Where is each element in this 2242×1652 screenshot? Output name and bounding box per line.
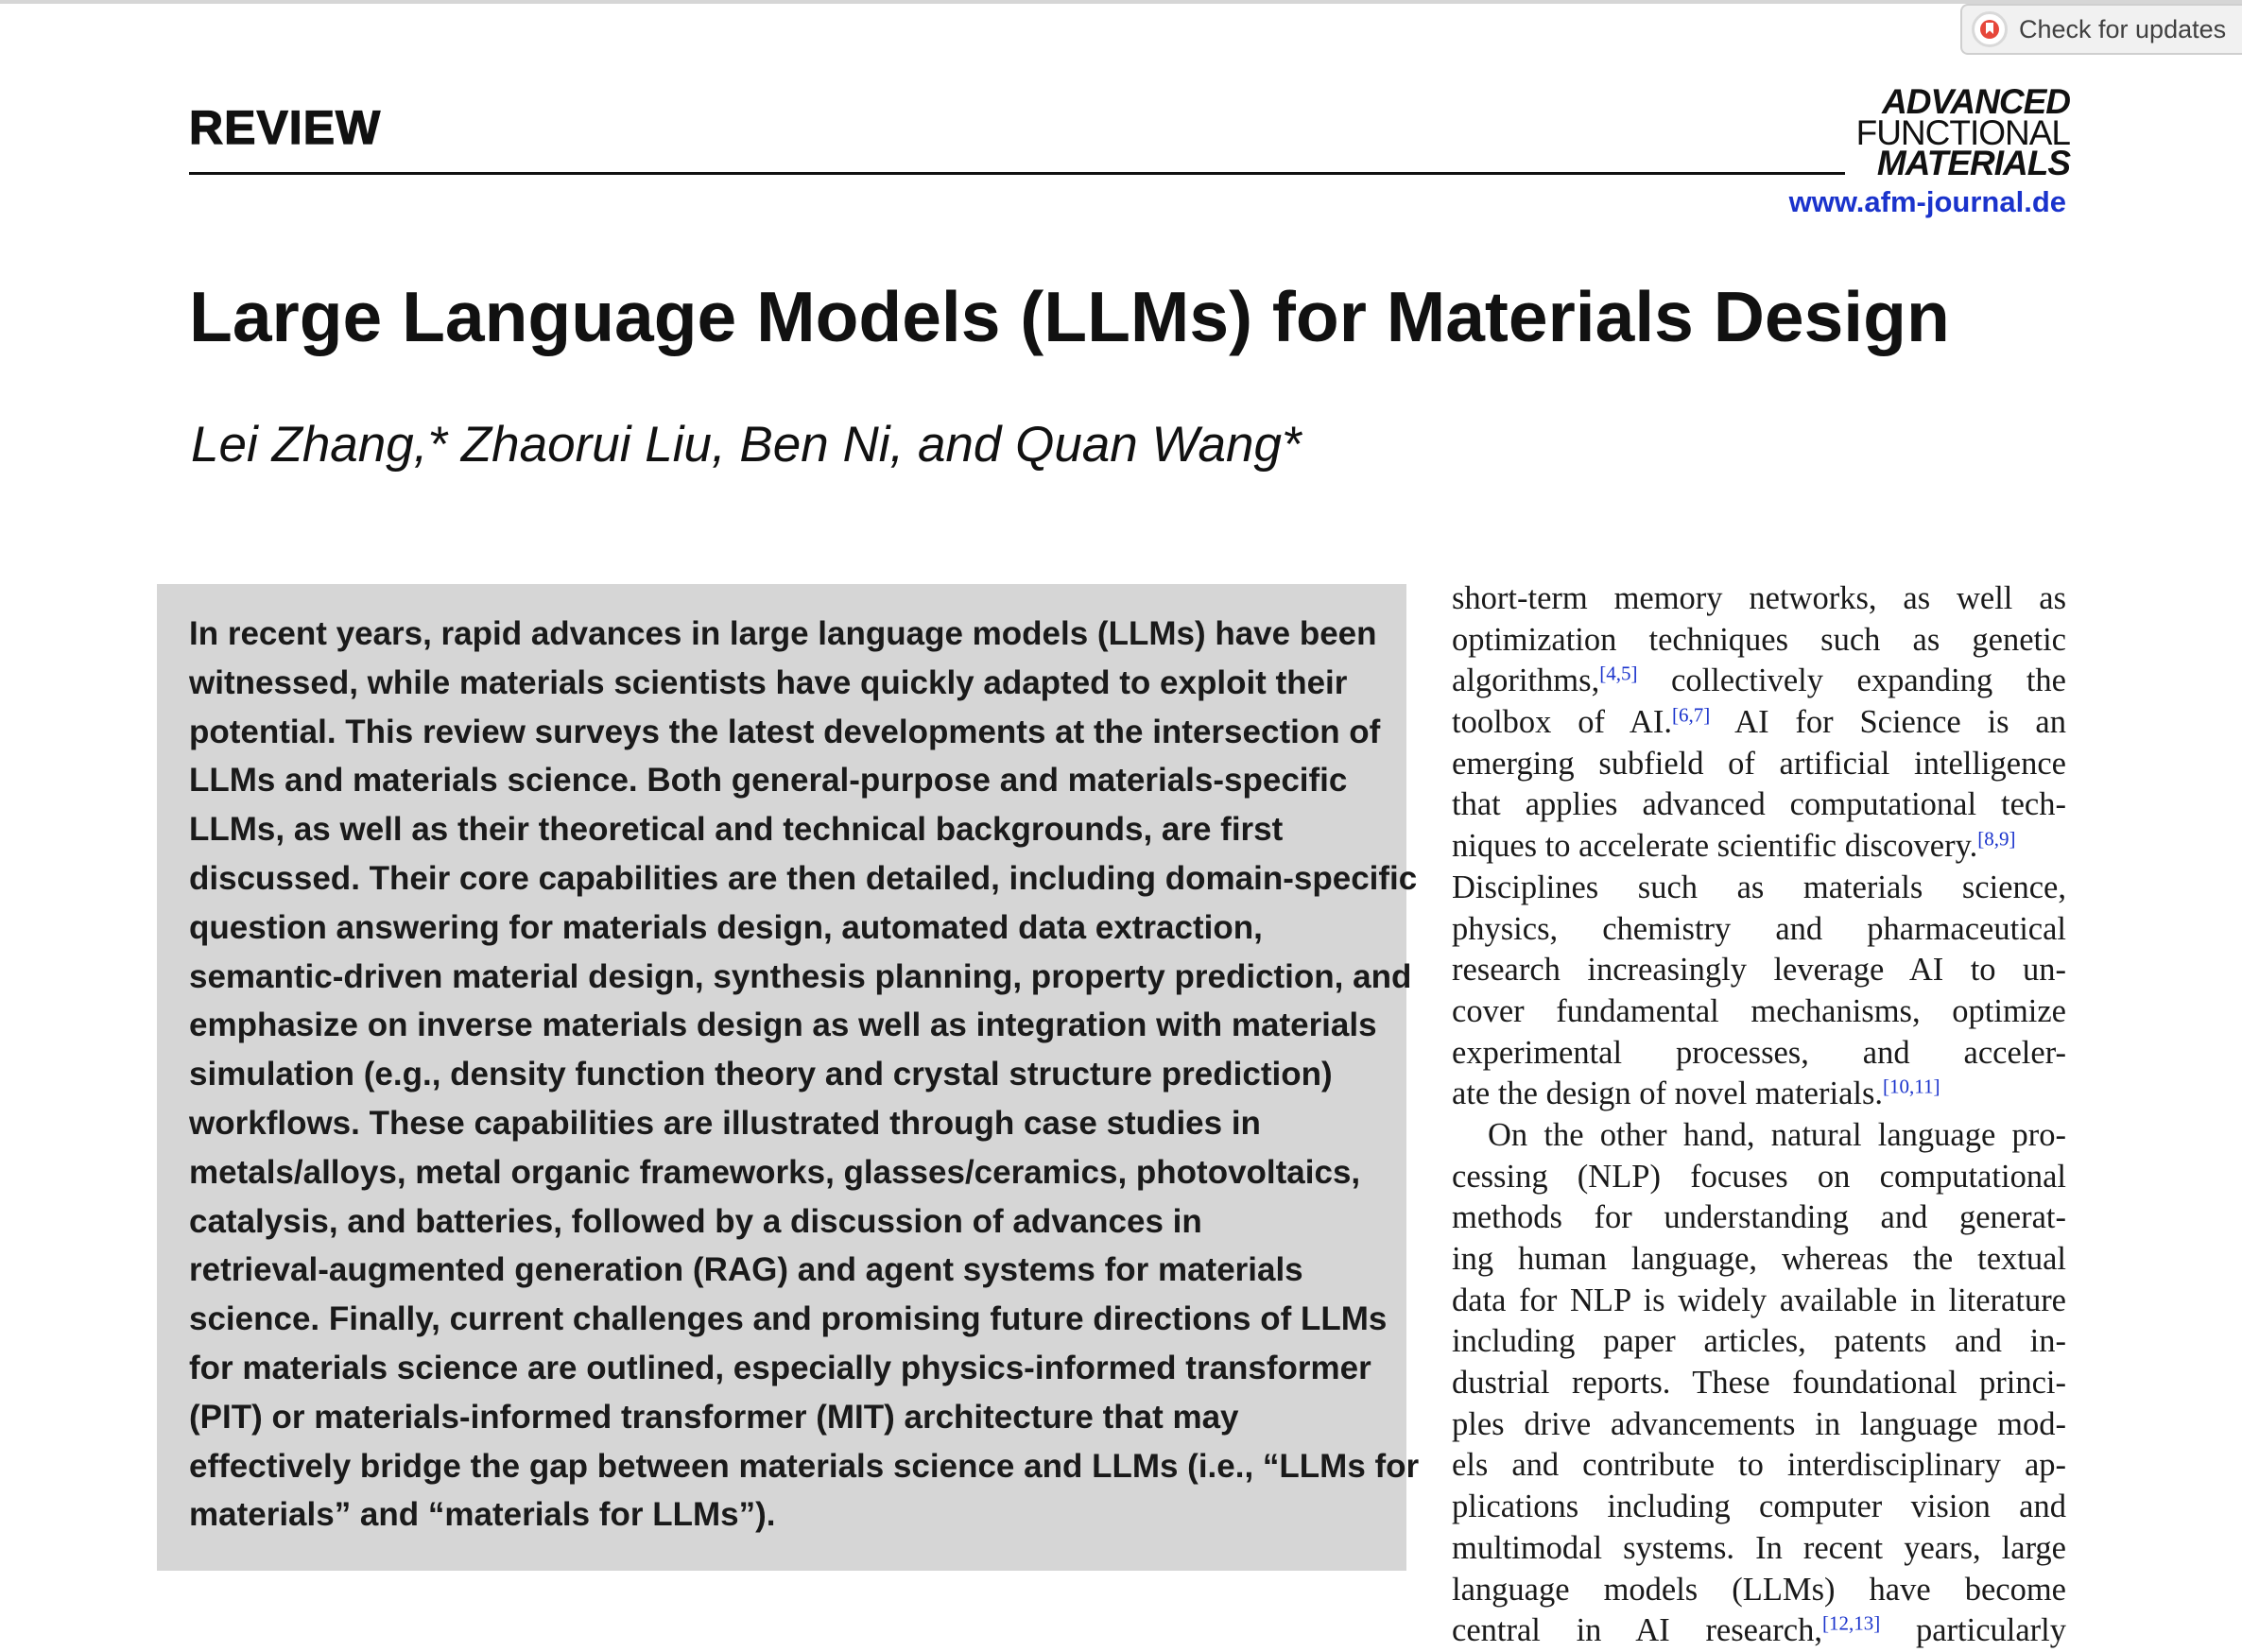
body-line-text: physics, chemistry and pharmaceutical <box>1452 910 2066 947</box>
abstract-line: emphasize on inverse materials design as well as integration with materials <box>189 1007 1377 1044</box>
body-line-text: language models (LLMs) have become <box>1452 1571 2066 1608</box>
body-line <box>1452 1404 2066 1446</box>
citation-link[interactable]: [8,9] <box>1977 827 2016 851</box>
body-line-text: collectively expanding the <box>1637 663 2066 699</box>
body-line <box>1452 744 2066 785</box>
bookmark-badge-icon <box>1972 11 2008 47</box>
body-line <box>1452 826 2066 868</box>
abstract-line: catalysis, and batteries, followed by a discussion of advances in <box>189 1202 1202 1240</box>
body-line <box>1452 1363 2066 1404</box>
body-line <box>1452 1033 2066 1075</box>
abstract-line: In recent years, rapid advances in large language models (LLMs) have been <box>189 615 1377 652</box>
body-text-column <box>1452 578 2066 1652</box>
body-line <box>1452 1157 2066 1198</box>
abstract-line: LLMs and materials science. Both general-purpose and materials-specific <box>189 762 1348 800</box>
journal-logo-line-1: ADVANCED <box>1882 82 2070 121</box>
body-line-text: dustrial reports. These foundational princi- <box>1452 1365 2066 1402</box>
body-line <box>1452 1528 2066 1570</box>
check-for-updates-button[interactable] <box>1960 4 2242 55</box>
body-line <box>1452 1445 2066 1487</box>
body-line <box>1452 661 2066 702</box>
body-line <box>1452 1321 2066 1363</box>
body-line-text: els and contribute to interdisciplinary ap- <box>1452 1447 2066 1484</box>
body-line-text: short-term memory networks, as well as <box>1452 580 2066 616</box>
article-title: Large Language Models (LLMs) for Materials Design <box>189 277 1950 356</box>
journal-logo-line-2: FUNCTIONAL <box>1855 112 2070 152</box>
body-line-text: data for NLP is widely available in literature <box>1452 1282 2066 1318</box>
body-line-text: toolbox of AI. <box>1452 704 1672 741</box>
journal-logo-line-3: MATERIALS <box>1876 144 2070 183</box>
page-top-border <box>0 0 2242 4</box>
body-line <box>1452 1197 2066 1239</box>
citation-link[interactable]: [12,13] <box>1821 1611 1881 1635</box>
body-line <box>1452 1570 2066 1611</box>
body-line-text: optimization techniques such as genetic <box>1452 621 2066 658</box>
body-line <box>1452 1239 2066 1281</box>
body-line-text: niques to accelerate scientific discovery. <box>1452 828 1978 865</box>
abstract-line: science. Finally, current challenges and promising future directions of LLMs <box>189 1300 1388 1338</box>
body-line-text: Disciplines such as materials science, <box>1452 869 2066 905</box>
abstract-line: metals/alloys, metal organic frameworks, glasses/ceramics, photovoltaics, <box>189 1153 1361 1191</box>
abstract-line: semantic-driven material design, synthesis planning, property prediction, and <box>189 957 1412 995</box>
body-line-text: ples drive advancements in language mod- <box>1452 1405 2066 1442</box>
body-line <box>1452 1281 2066 1322</box>
abstract-line: materials” and “materials for LLMs”). <box>189 1496 776 1534</box>
body-line <box>1452 1487 2066 1528</box>
abstract-line: LLMs, as well as their theoretical and technical backgrounds, are first <box>189 811 1284 849</box>
body-line-text: plications including computer vision and <box>1452 1489 2066 1525</box>
body-line <box>1452 991 2066 1033</box>
body-line-text: experimental processes, and acceler- <box>1452 1034 2066 1071</box>
body-line-text: AI for Science is an <box>1710 704 2066 741</box>
body-line <box>1452 784 2066 826</box>
abstract-line: potential. This review surveys the latest developments at the intersection of <box>189 713 1381 750</box>
body-line <box>1452 909 2066 951</box>
body-line-text: ing human language, whereas the textual <box>1452 1241 2066 1277</box>
abstract-line: witnessed, while materials scientists have quickly adapted to exploit their <box>189 663 1348 701</box>
abstract-line: effectively bridge the gap between materials science and LLMs (i.e., “LLMs for <box>189 1447 1420 1485</box>
body-line-text: methods for understanding and generat- <box>1452 1199 2066 1236</box>
body-line-text: On the other hand, natural language pro- <box>1488 1116 2066 1153</box>
body-line-text: cessing (NLP) focuses on computational <box>1452 1158 2066 1195</box>
body-line-text: particularly <box>1880 1612 2066 1649</box>
body-line <box>1452 868 2066 909</box>
body-line <box>1452 1115 2066 1157</box>
body-line <box>1452 702 2066 744</box>
body-line-text: algorithms, <box>1452 663 1600 699</box>
citation-link[interactable]: [4,5] <box>1599 662 1638 685</box>
check-for-updates-label: Check for updates <box>2019 14 2227 43</box>
abstract-text <box>189 610 1420 1540</box>
journal-url-link[interactable]: www.afm-journal.de <box>1788 185 2066 218</box>
citation-link[interactable]: [6,7] <box>1671 703 1711 727</box>
body-line <box>1452 1610 2066 1652</box>
abstract-line: discussed. Their core capabilities are then detailed, including domain-specific <box>189 859 1418 897</box>
abstract-line: question answering for materials design, automated data extraction, <box>189 908 1263 946</box>
body-line <box>1452 620 2066 662</box>
body-line-text: multimodal systems. In recent years, large <box>1452 1529 2066 1566</box>
section-label: REVIEW <box>189 101 382 154</box>
abstract-line: simulation (e.g., density function theory and crystal structure prediction) <box>189 1056 1333 1093</box>
abstract-line: workflows. These capabilities are illustrated through case studies in <box>189 1104 1261 1142</box>
body-line-text: central in AI research, <box>1452 1612 1822 1649</box>
citation-link[interactable]: [10,11] <box>1883 1075 1940 1098</box>
body-line-text: including paper articles, patents and in- <box>1452 1323 2066 1360</box>
body-line <box>1452 1074 2066 1115</box>
body-line-text: research increasingly leverage AI to un- <box>1452 952 2066 989</box>
journal-logo <box>1843 82 2070 183</box>
abstract-line: retrieval-augmented generation (RAG) and agent systems for materials <box>189 1251 1303 1289</box>
body-line-text: ate the design of novel materials. <box>1452 1076 1884 1112</box>
header-divider <box>189 172 1845 175</box>
abstract-line: for materials science are outlined, especially physics-informed transformer <box>189 1349 1371 1386</box>
body-line-text: cover fundamental mechanisms, optimize <box>1452 992 2066 1029</box>
abstract-line: (PIT) or materials-informed transformer (MIT) architecture that may <box>189 1398 1239 1436</box>
body-line-text: that applies advanced computational tech- <box>1452 786 2066 823</box>
body-line <box>1452 950 2066 991</box>
author-list: Lei Zhang,* Zhaorui Liu, Ben Ni, and Quan Wang* <box>191 417 1302 473</box>
body-line-text: emerging subfield of artificial intelligence <box>1452 745 2066 782</box>
body-line <box>1452 578 2066 620</box>
